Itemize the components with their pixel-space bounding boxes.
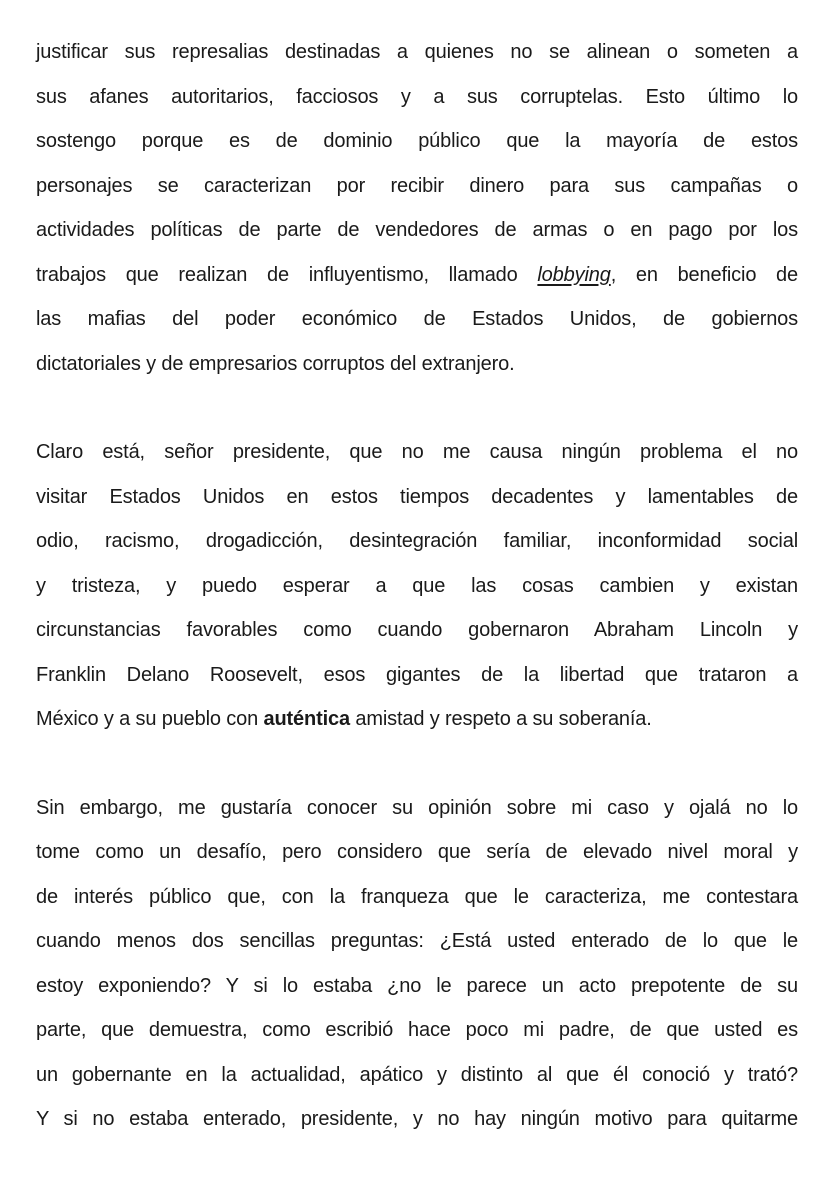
text-line	[36, 919, 798, 964]
text-segment: y tristeza, y puedo esperar a que las cosas cambien y existan	[36, 574, 798, 597]
text-segment: justificar sus represalias destinadas a quienes no se alinean o someten a	[36, 41, 798, 63]
text-line	[36, 786, 798, 831]
text-segment: Franklin Delano Roosevelt, esos gigantes de la libertad que trataron a	[36, 663, 798, 686]
text-line	[36, 430, 798, 475]
text-line	[36, 1097, 798, 1142]
bold-word: auténtica	[263, 708, 350, 730]
text-segment: Claro está, señor presidente, que no me causa ningún problema el no	[36, 441, 798, 463]
text-line	[36, 119, 798, 164]
text-line	[36, 875, 798, 920]
text-segment: cuando menos dos sencillas preguntas: ¿Está usted enterado de lo que le	[36, 930, 798, 952]
text-line	[36, 564, 798, 609]
document-page	[36, 30, 798, 1142]
text-line	[36, 75, 798, 120]
text-segment: personajes se caracterizan por recibir dinero para sus campañas o	[36, 174, 798, 197]
text-segment: parte, que demuestra, como escribió hace poco mi padre, de que usted es	[36, 1019, 798, 1041]
text-segment: circunstancias favorables como cuando gobernaron Abraham Lincoln y	[36, 619, 798, 641]
text-line	[36, 830, 798, 875]
text-line	[36, 253, 798, 298]
text-segment: sus afanes autoritarios, facciosos y a sus corruptelas. Esto último lo	[36, 85, 798, 108]
text-segment: sostengo porque es de dominio público que la mayoría de estos	[36, 130, 798, 152]
text-segment: amistad y respeto a su soberanía.	[349, 708, 652, 730]
text-line	[36, 519, 798, 564]
text-line	[36, 475, 798, 520]
paragraph-gap	[36, 742, 798, 786]
text-segment: México y a su pueblo con	[36, 708, 264, 730]
lobbying-term: lobbying	[537, 263, 611, 286]
text-segment: tome como un desafío, pero considero que sería de elevado nivel moral y	[36, 841, 798, 863]
text-line	[36, 342, 798, 387]
text-segment: de interés público que, con la franqueza que le caracteriza, me contestara	[36, 885, 798, 908]
text-segment: estoy exponiendo? Y si lo estaba ¿no le parece un acto prepotente de su	[36, 974, 798, 997]
text-segment: un gobernante en la actualidad, apático y distinto al que él conoció y trató?	[36, 1063, 798, 1086]
paragraph-3	[36, 786, 798, 1142]
text-segment: , en beneficio de	[610, 263, 798, 286]
paragraph-2	[36, 430, 798, 742]
text-line	[36, 30, 798, 75]
text-line	[36, 208, 798, 253]
paragraph-gap	[36, 386, 798, 430]
text-line	[36, 653, 798, 698]
paragraph-1	[36, 30, 798, 386]
text-line	[36, 1008, 798, 1053]
text-line	[36, 964, 798, 1009]
text-segment: Y si no estaba enterado, presidente, y no hay ningún motivo para quitarme	[36, 1108, 798, 1130]
text-segment: las mafias del poder económico de Estados Unidos, de gobiernos	[36, 308, 798, 330]
text-segment: odio, racismo, drogadicción, desintegración familiar, inconformidad social	[36, 530, 798, 552]
text-line	[36, 697, 798, 742]
text-line	[36, 164, 798, 209]
text-segment: dictatoriales y de empresarios corruptos del extranjero.	[36, 352, 515, 375]
text-segment: visitar Estados Unidos en estos tiempos decadentes y lamentables de	[36, 485, 798, 508]
text-segment: trabajos que realizan de influyentismo, llamado	[36, 263, 538, 286]
text-line	[36, 297, 798, 342]
text-line	[36, 1053, 798, 1098]
text-segment: actividades políticas de parte de vendedores de armas o en pago por los	[36, 219, 798, 241]
text-segment: Sin embargo, me gustaría conocer su opinión sobre mi caso y ojalá no lo	[36, 796, 798, 819]
text-line	[36, 608, 798, 653]
